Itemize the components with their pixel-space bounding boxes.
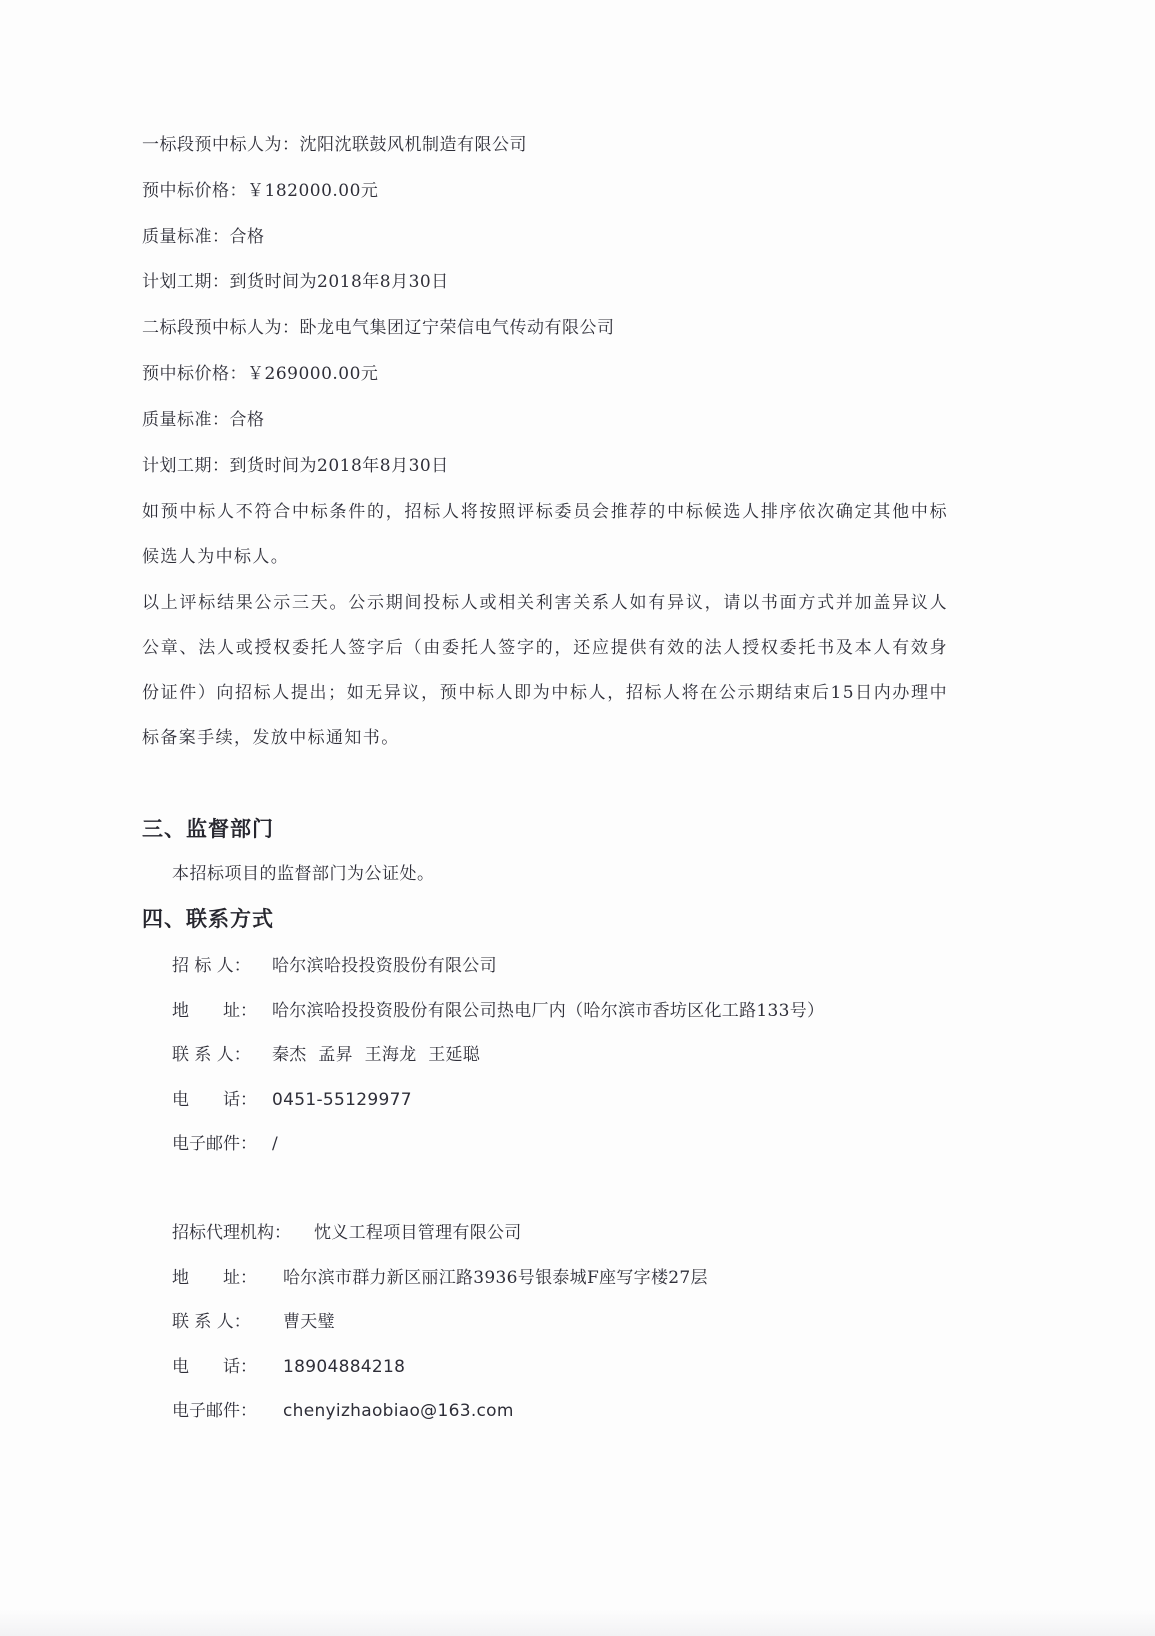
tenderer-name-label: 招 标 人： [172,956,251,976]
lot2-quality-line: 质量标准：合格 [142,410,265,430]
agency-phone: 18904884218 [283,1357,406,1377]
tenderer-name: 哈尔滨哈投投资股份有限公司 [272,956,497,976]
lot1-price-line: 预中标价格：￥182000.00元 [142,181,379,201]
scan-bottom-edge [0,1610,1155,1636]
lot2-winner-line: 二标段预中标人为：卧龙电气集团辽宁荣信电气传动有限公司 [142,318,615,338]
tenderer-phone-label: 电 话： [172,1090,257,1110]
tenderer-contact: 秦杰 孟昇 王海龙 王延聪 [272,1045,481,1065]
section4-heading: 四、联系方式 [142,907,274,931]
tenderer-phone: 0451-55129977 [272,1090,412,1110]
replacement-paragraph: 如预中标人不符合中标条件的，招标人将按照评标委员会推荐的中标候选人排序依次确定其他中标候选人为中标人。 [142,502,948,567]
lot1-schedule-line: 计划工期：到货时间为2018年8月30日 [142,272,449,292]
lot2-price-line: 预中标价格：￥269000.00元 [142,364,379,384]
tenderer-contact-label: 联 系 人： [172,1045,251,1065]
agency-email-label: 电子邮件： [172,1401,257,1421]
agency-phone-label: 电 话： [172,1357,257,1377]
lot1-quality-line: 质量标准：合格 [142,227,265,247]
section3-body: 本招标项目的监督部门为公证处。 [172,864,435,884]
lot1-winner-line: 一标段预中标人为：沈阳沈联鼓风机制造有限公司 [142,135,527,155]
tenderer-address: 哈尔滨哈投投资股份有限公司热电厂内（哈尔滨市香坊区化工路133号） [272,1001,825,1021]
agency-address: 哈尔滨市群力新区丽江路3936号银泰城F座写字楼27层 [283,1268,708,1288]
tenderer-email-label: 电子邮件： [172,1134,257,1154]
tenderer-address-label: 地 址： [172,1001,257,1021]
agency-name-label: 招标代理机构： [172,1223,291,1243]
agency-name: 忱义工程项目管理有限公司 [314,1223,522,1243]
publicity-paragraph: 以上评标结果公示三天。公示期间投标人或相关利害关系人如有异议，请以书面方式并加盖异议人公章、法人或授权委托人签字后（由委托人签字的，还应提供有效的法人授权委托书及本人有效身份证件）向招标人提出；如无异议，预中标人即为中标人，招标人将在公示期结束后15日内办理中标备案手续，发放中标通知书。 [142,593,948,748]
tenderer-email: / [272,1134,279,1154]
agency-address-label: 地 址： [172,1268,257,1288]
agency-contact-label: 联 系 人： [172,1312,251,1332]
lot2-schedule-line: 计划工期：到货时间为2018年8月30日 [142,456,449,476]
agency-contact: 曹天璧 [283,1312,335,1332]
agency-email: chenyizhaobiao@163.com [283,1401,514,1421]
section3-heading: 三、监督部门 [142,817,274,841]
